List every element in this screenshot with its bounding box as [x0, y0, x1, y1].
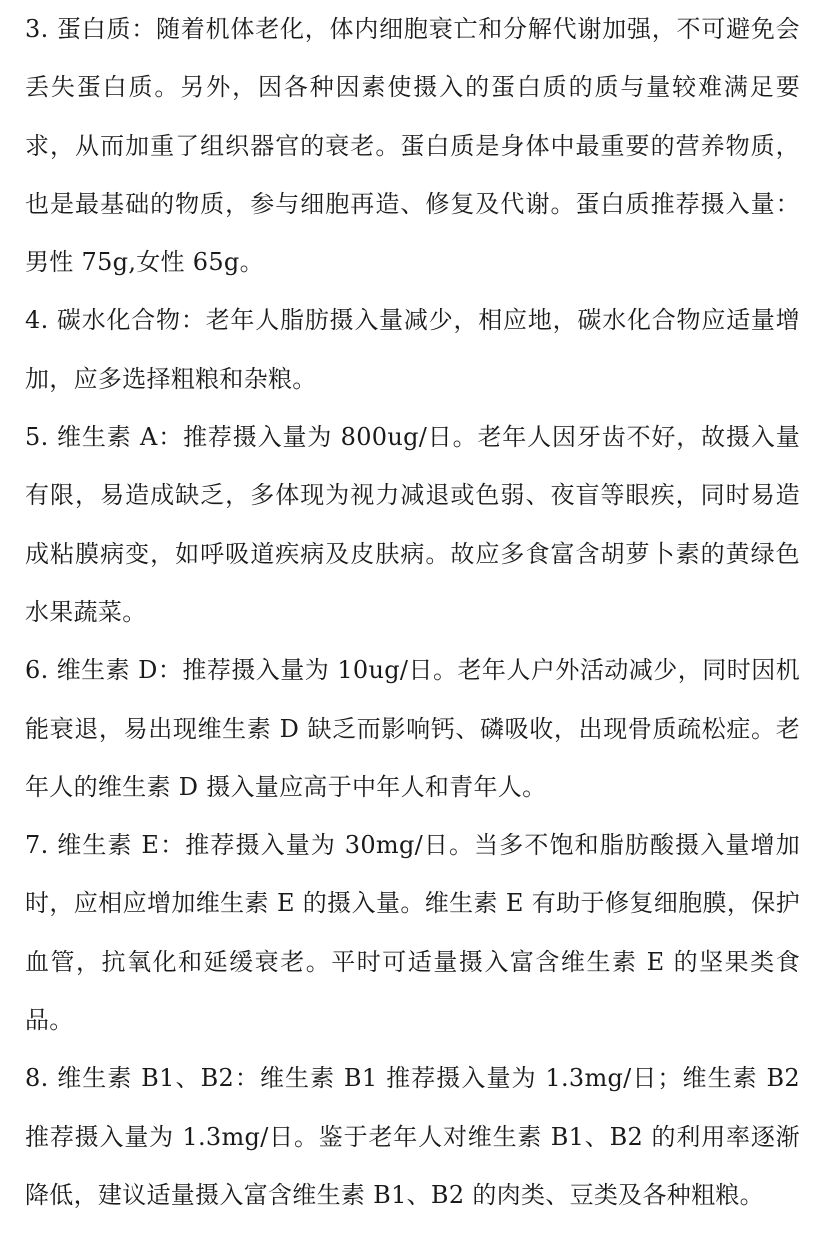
paragraph-vitamin-d: 6. 维生素 D：推荐摄入量为 10ug/日。老年人户外活动减少，同时因机能衰退，易出现维生素 D 缺乏而影响钙、磷吸收，出现骨质疏松症。老年人的维生素 D 摄入量应高于中年人和青年人。 [25, 656, 800, 801]
paragraph-carbohydrate: 4. 碳水化合物：老年人脂肪摄入量减少，相应地，碳水化合物应适量增加，应多选择粗粮和杂粮。 [25, 306, 800, 393]
paragraph-protein: 3. 蛋白质：随着机体老化，体内细胞衰亡和分解代谢加强，不可避免会丢失蛋白质。另外，因各种因素使摄入的蛋白质的质与量较难满足要求，从而加重了组织器官的衰老。蛋白质是身体中最重要的营养物质，也是最基础的物质，参与细胞再造、修复及代谢。蛋白质推荐摄入量：男性 75g,女性 65g。 [25, 15, 800, 277]
document-body [25, 0, 800, 1224]
paragraph-vitamin-a: 5. 维生素 A：推荐摄入量为 800ug/日。老年人因牙齿不好，故摄入量有限，易造成缺乏，多体现为视力减退或色弱、夜盲等眼疾，同时易造成粘膜病变，如呼吸道疾病及皮肤病。故应多食富含胡萝卜素的黄绿色水果蔬菜。 [25, 423, 800, 626]
paragraph-vitamin-b: 8. 维生素 B1、B2：维生素 B1 推荐摄入量为 1.3mg/日；维生素 B2 推荐摄入量为 1.3mg/日。鉴于老年人对维生素 B1、B2 的利用率逐渐降低，建议适量摄入富含维生素 B1、B2 的肉类、豆类及各种粗粮。 [25, 1064, 800, 1209]
paragraph-vitamin-e: 7. 维生素 E：推荐摄入量为 30mg/日。当多不饱和脂肪酸摄入量增加时，应相应增加维生素 E 的摄入量。维生素 E 有助于修复细胞膜，保护血管，抗氧化和延缓衰老。平时可适量摄入富含维生素 E 的坚果类食品。 [25, 831, 800, 1035]
